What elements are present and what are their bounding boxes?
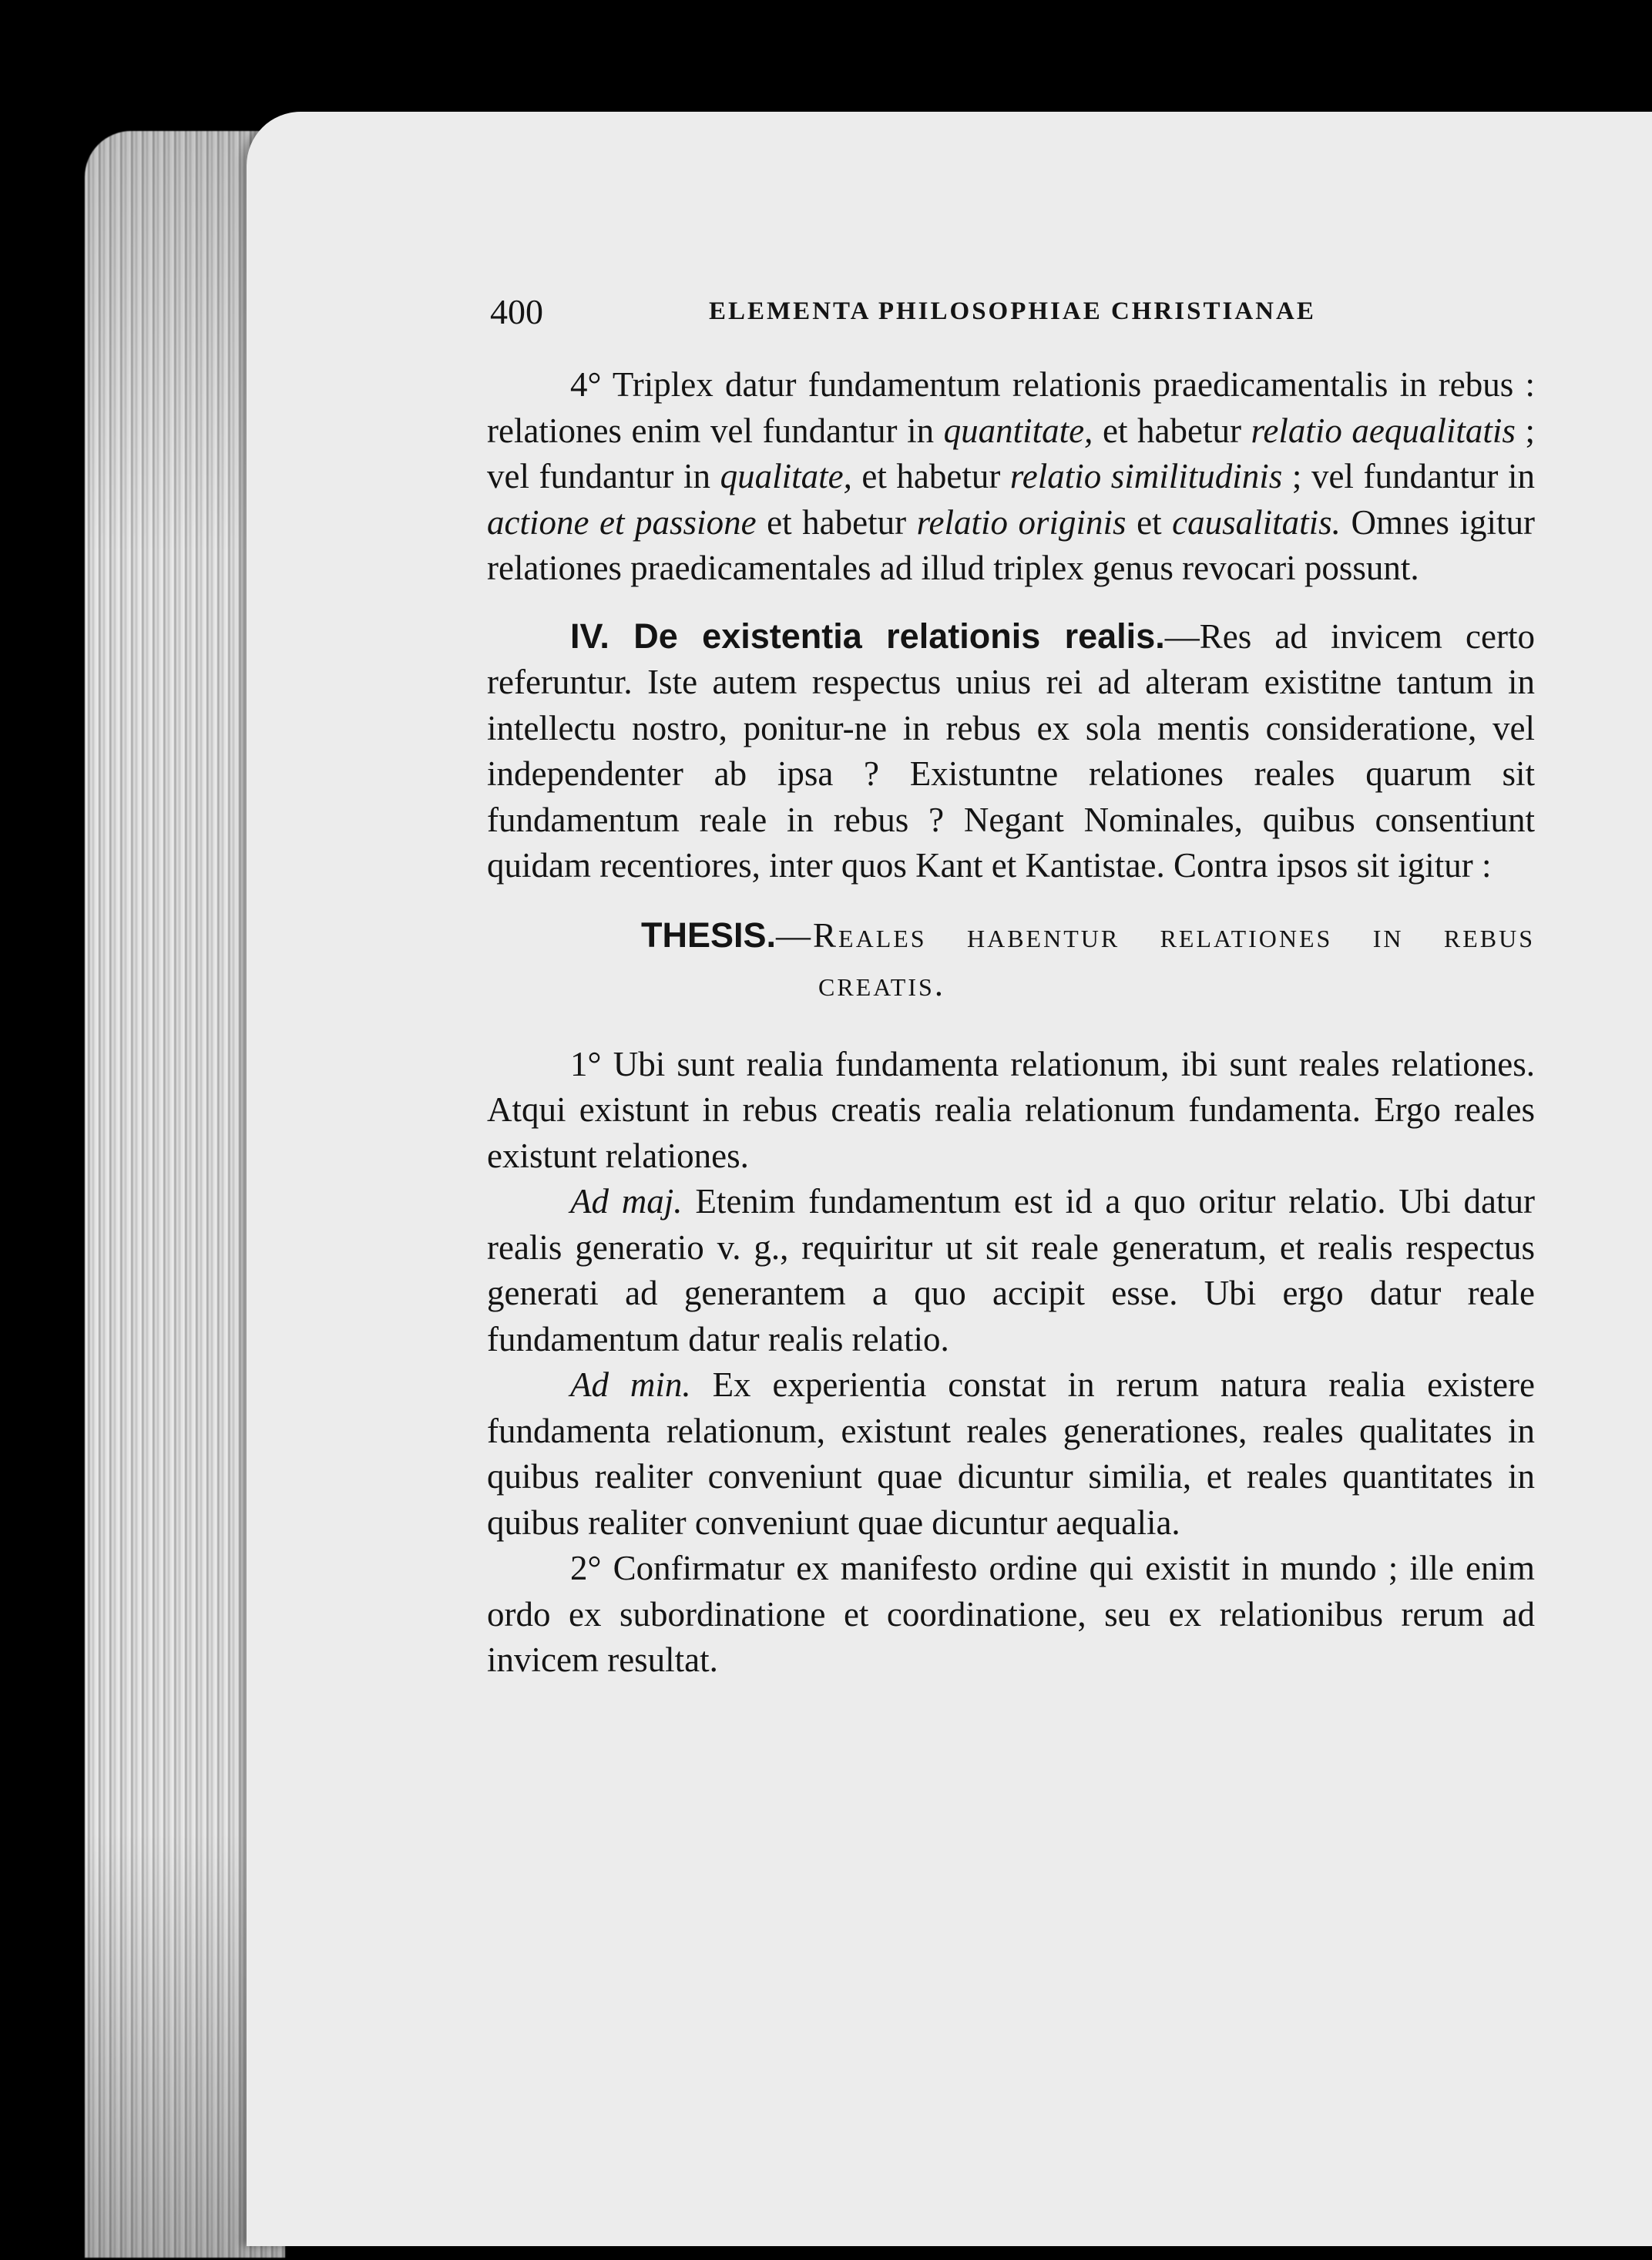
italic-term: actione et passione [487,502,757,542]
thesis-line-1 [641,912,1535,959]
thesis-line-2: creatis. [818,965,946,1003]
text-run: 4° Triplex datur fundamentum relationis praedicamentalis in rebus : relationes enim vel fundantur in [487,365,1535,450]
text-run: ; vel fundantur in [487,411,1535,495]
page-header [490,291,1507,337]
proof-2: 2° Confirmatur ex manifesto ordine qui existit in mundo ; ille enim ordo ex subordinatione et coordinatione, seu ex relationibus rerum ad invicem resultat. [487,1549,1535,1679]
thesis-statement [641,912,1535,1008]
ad-majorem-label: Ad maj. [570,1182,683,1221]
running-title: ELEMENTA PHILOSOPHIAE CHRISTIANAE [709,297,1316,325]
page-body [487,362,1535,1684]
ad-minorem-paragraph [487,1362,1535,1546]
italic-term: relatio similitudinis [1009,457,1283,495]
italic-term: causalitatis. [1172,502,1341,542]
ad-minorem-text: Ex experientia constat in rerum natura realia existere fundamenta relationum, existunt reales generationes, reales qualitates in quibus realiter conveniunt quae dicuntur similia, et reales quantitates in quibus realiter conveniunt quae dicuntur aequalia. [487,1365,1535,1542]
paragraph-triplex [487,362,1535,592]
text-run: et habetur [1093,411,1251,450]
proof-1: 1° Ubi sunt realia fundamenta relationum, ibi sunt reales relationes. Atqui existunt in rebus creatis realia relationum fundamenta. Ergo reales existunt relationes. [487,1044,1535,1175]
italic-term: relatio originis [916,502,1127,542]
section-text: —Res ad invicem certo referuntur. Iste autem respectus unius rei ad alteram existitne tantum in intellectu nostro, ponitur-ne in rebus ex sola mentis consideratione, vel independenter ab ipsa ? Existuntne relationes reales quarum sit fundamentum reale in rebus ? Negant Nominales, quibus consentiunt quidam recentiores, inter quos Kant et Kantistae. Contra ipsos sit igitur : [487,616,1535,885]
italic-term: qualitate, [720,457,852,495]
thesis-label: THESIS. [641,915,777,955]
text-run: ; vel fundantur in [1282,457,1535,495]
page-number: 400 [490,292,543,331]
ad-majorem-paragraph [487,1179,1535,1362]
ad-majorem-text: Etenim fundamentum est id a quo oritur relatio. Ubi datur realis generatio v. g., requiritur ut sit reale generatum, et realis respectus generati ad generantem a quo accipit esse. Ubi ergo datur reale fundamentum datur realis relatio. [487,1182,1535,1358]
section-heading: IV. De existentia relationis realis. [570,616,1165,656]
italic-term: quantitate, [943,411,1093,450]
text-run: et habetur [756,502,917,542]
text-run: et habetur [851,457,1010,495]
ad-minorem-label: Ad min. [570,1365,691,1404]
text-run: Omnes igitur relationes praedicamentales ad illud triplex genus revocari possunt. [487,502,1535,587]
italic-term: relatio aequalitatis [1251,411,1516,450]
section-iv-paragraph [487,613,1535,889]
text-run: et [1126,502,1173,542]
thesis-text: —Reales habentur relationes in rebus [776,915,1535,955]
